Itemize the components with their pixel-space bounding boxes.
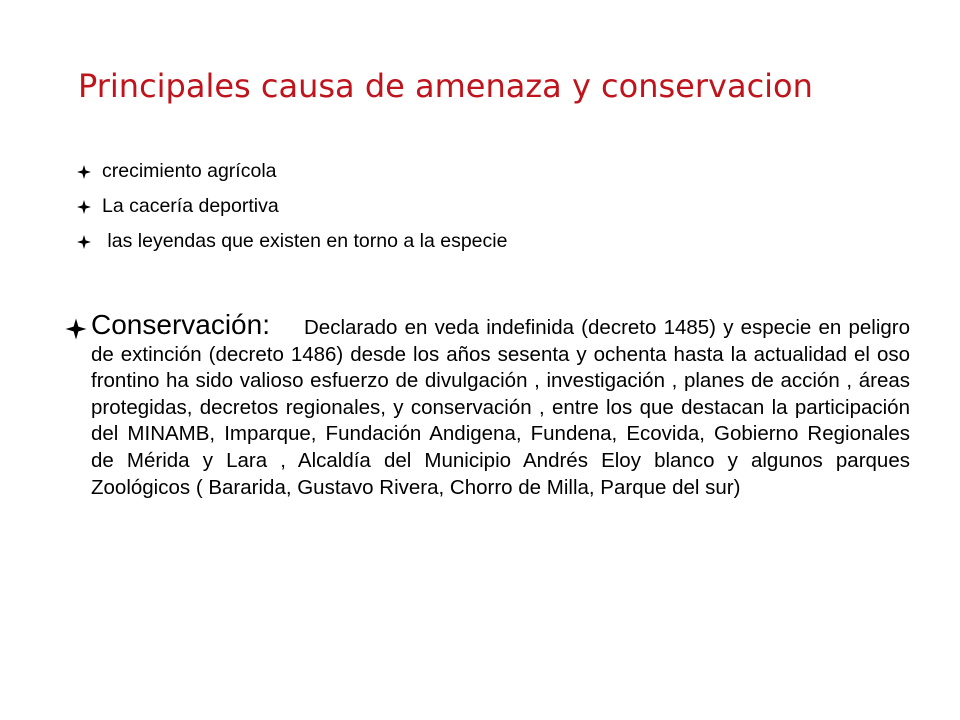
list-item-label: las leyendas que existen en torno a la especie bbox=[102, 230, 508, 252]
list-item-label: crecimiento agrícola bbox=[102, 160, 277, 182]
conservation-heading: Conservación: bbox=[91, 309, 270, 340]
diamond-bullet-icon bbox=[76, 199, 92, 215]
diamond-bullet-icon bbox=[76, 164, 92, 180]
conservation-text-block bbox=[91, 309, 910, 501]
list-item bbox=[76, 154, 836, 189]
diamond-bullet-icon bbox=[64, 317, 88, 341]
conservation-body: Declarado en veda indefinida (decreto 1485) y especie en peligro de extinción (decreto 1486) desde los años sesenta y ochenta hasta la actualidad el oso frontino ha sido valioso esfuerzo de divulgación , investigación , planes de acción , áreas protegidas, decretos regionales, y conservación , entre los que destacan la participación del MINAMB, Imparque, Fundación Andigena, Fundena, Ecovida, Gobierno Regionales de Mérida y Lara , Alcaldía del Municipio Andrés Eloy blanco y algunos parques Zoológicos ( Bararida, Gustavo Rivera, Chorro de Milla, Parque del sur) bbox=[91, 316, 910, 499]
slide-title: Principales causa de amenaza y conservacion bbox=[78, 67, 813, 105]
list-item bbox=[76, 189, 836, 224]
diamond-bullet-icon bbox=[76, 234, 92, 250]
threat-list bbox=[76, 154, 836, 259]
list-item-label: La cacería deportiva bbox=[102, 195, 279, 217]
conservation-paragraph bbox=[64, 309, 910, 612]
list-item bbox=[76, 224, 836, 259]
